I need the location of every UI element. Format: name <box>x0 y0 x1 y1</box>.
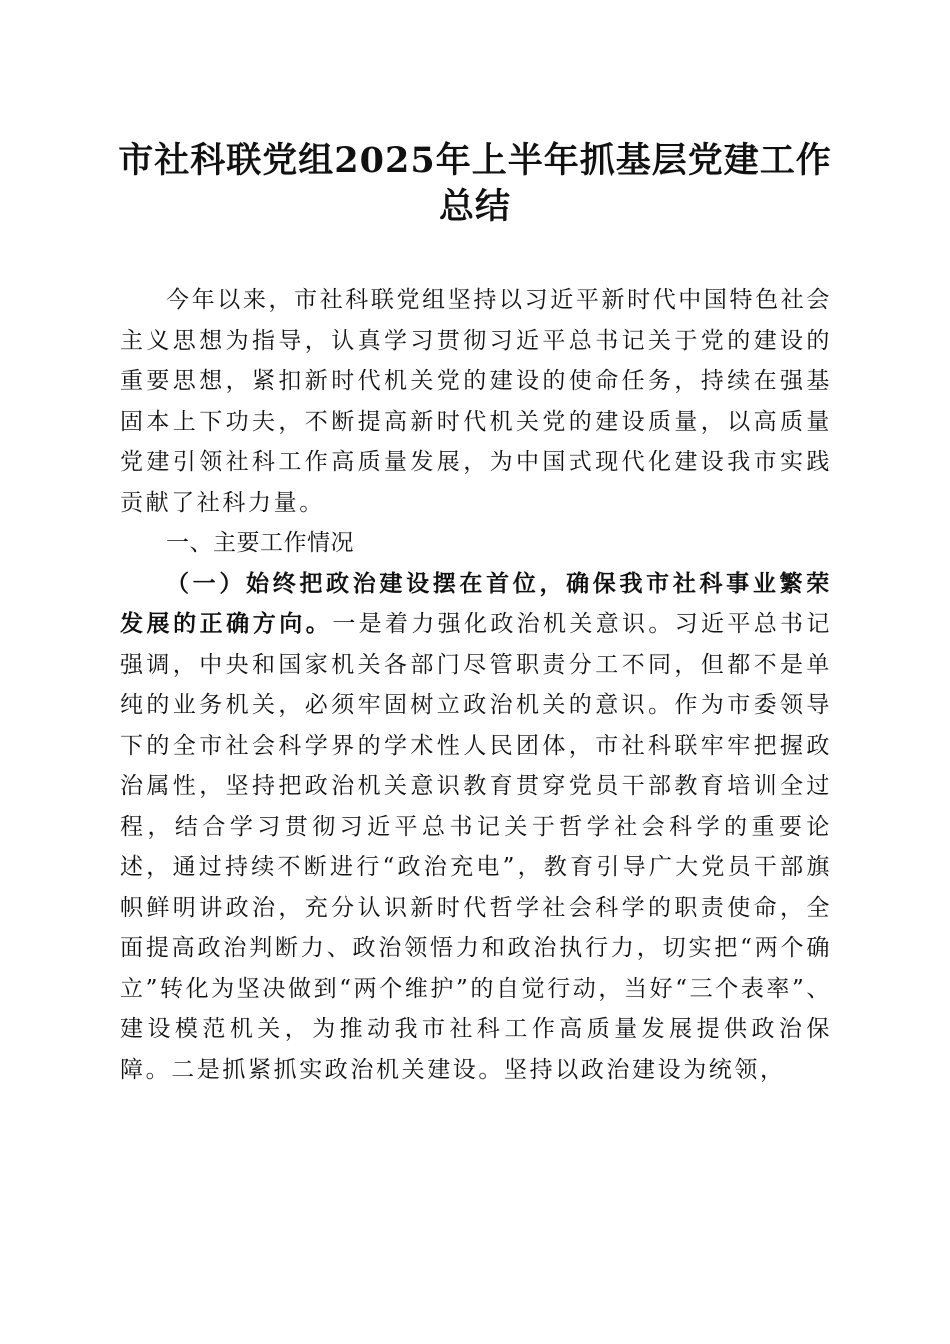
intro-paragraph: 今年以来，市社科联党组坚持以习近平新时代中国特色社会主义思想为指导，认真学习贯彻习近平总书记关于党的建设的重要思想，紧扣新时代机关党的建设的使命任务，持续在强基固本上下功夫，不断提高新时代机关党的建设质量，以高质量党建引领社科工作高质量发展，为中国式现代化建设我市实践贡献了社科力量。 <box>120 287 832 516</box>
subsection-paragraph <box>120 564 832 1091</box>
document-body <box>120 280 832 1090</box>
subsection-lead: （一）始终把政治建设摆在首位，确保我市社科事业繁荣发展的正确方向。 <box>120 569 832 637</box>
section-heading: 一、主要工作情况 <box>166 530 354 556</box>
title-line-1: 市社科联党组2025年上半年抓基层党建工作 <box>118 140 832 181</box>
subsection-text: 一是着力强化政治机关意识。习近平总书记强调，中央和国家机关各部门尽管职责分工不同，但都不是单纯的业务机关，必须牢固树立政治机关的意识。作为市委领导下的全市社会科学界的学术性人民团体，市社科联牢牢把握政治属性，坚持把政治机关意识教育贯穿党员干部教育培训全过程，结合学习贯彻习近平总书记关于哲学社会科学的重要论述，通过持续不断进行“政治充电”，教育引导广大党员干部旗帜鲜明讲政治，充分认识新时代哲学社会科学的职责使命，全面提高政治判断力、政治领悟力和政治执行力，切实把“两个确立”转化为坚决做到“两个维护”的自觉行动，当好“三个表率”、建设模范机关，为推动我市社科工作高质量发展提供政治保障。二是抓紧抓实政治机关建设。坚持以政治建设为统领， <box>120 611 832 1083</box>
title-line-2: 总结 <box>438 186 511 227</box>
document-title <box>110 138 840 230</box>
